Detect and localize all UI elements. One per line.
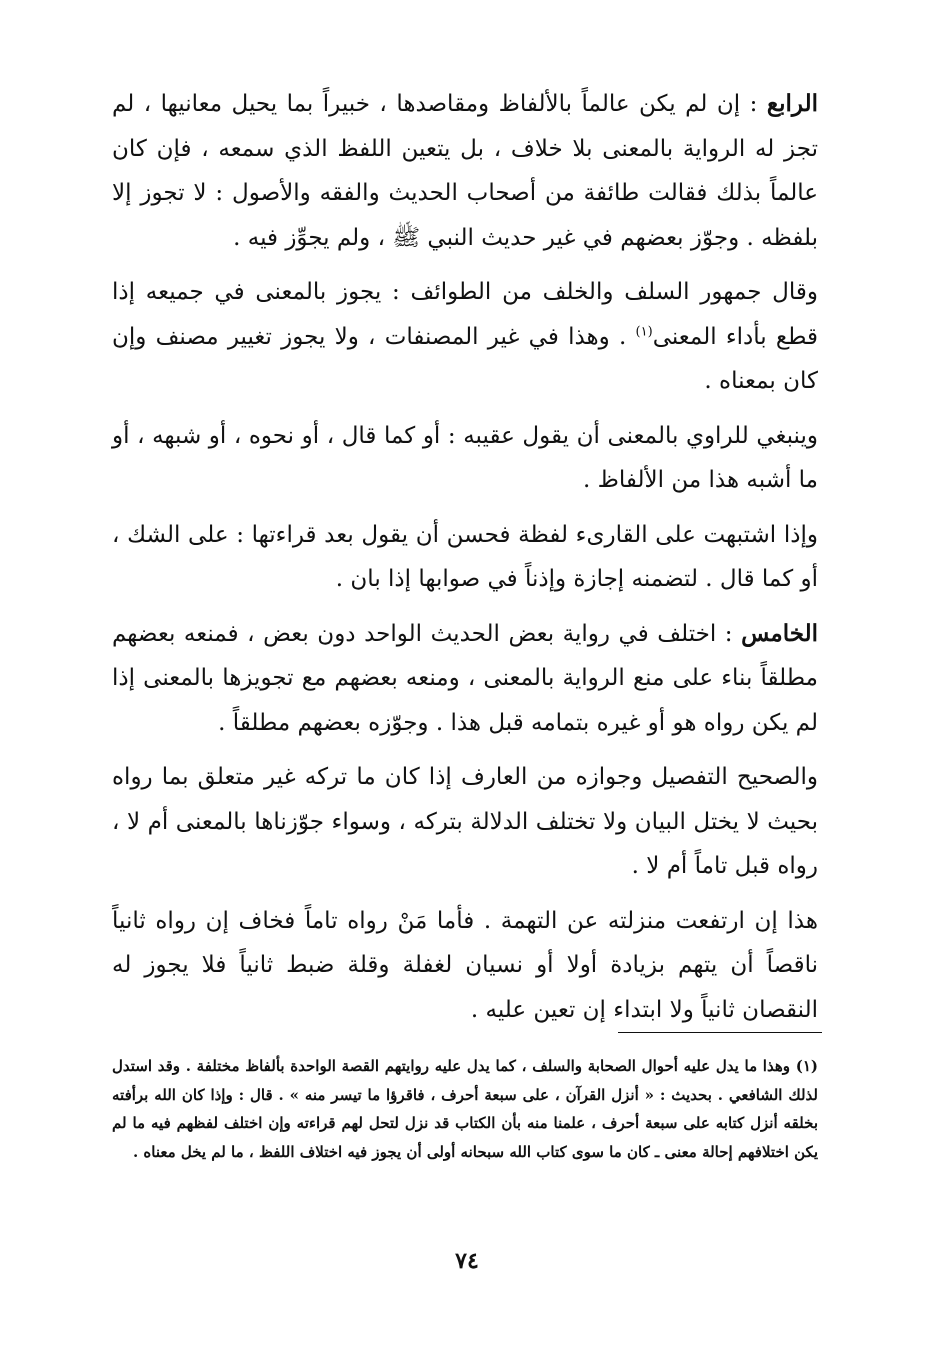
heading-fifth: الخامس bbox=[741, 619, 818, 647]
footnote bbox=[112, 1052, 818, 1166]
paragraph-text: : إن لم يكن عالماً بالألفاظ ومقاصدها ، خبيراً بما يحيل معانيها ، لم تجز له الرواية بالمعنى بلا خلاف ، بل يتعين اللفظ الذي سمعه ، فإن كان عالماً بذلك فقالت طائفة من أصحاب الحديث والفقه والأصول : لا تجوز إلا بلفظه . وجوّز بعضهم في غير حديث النبي ﷺ ، ولم يجوِّز فيه . bbox=[112, 91, 818, 251]
footnote-divider bbox=[618, 1032, 822, 1033]
footnote-reference[interactable]: (١) bbox=[635, 323, 653, 339]
paragraph-text: : اختلف في رواية بعض الحديث الواحد دون بعض ، فمنعه بعضهم مطلقاً بناء على منع الرواية بالمعنى ، ومنعه بعضهم مع تجويزها بالمعنى إذا لم يكن رواه هو أو غيره بتمامه قبل هذا . وجوّزه بعضهم مطلقاً . bbox=[112, 620, 818, 736]
paragraph-fourth bbox=[112, 82, 818, 260]
paragraph-correct-view bbox=[112, 755, 818, 889]
paragraph-text: وقال جمهور السلف والخلف من الطوائف : يجوز بالمعنى في جميعه إذا قطع بأداء المعنى bbox=[112, 279, 818, 350]
paragraph-reader bbox=[112, 513, 818, 602]
paragraph-text: وينبغي للراوي بالمعنى أن يقول عقيبه : أو كما قال ، أو نحوه ، أو شبهه ، أو ما أشبه هذا من الألفاظ . bbox=[112, 422, 818, 493]
paragraph-text: والصحيح التفصيل وجوازه من العارف إذا كان ما تركه غير متعلق بما رواه بحيث لا يختل البيان ولا تختلف الدلالة بتركه ، وسواء جوّزناها بالمعنى أم لا ، رواه قبل تاماً أم لا . bbox=[112, 764, 818, 879]
paragraph-text: . وهذا في غير المصنفات ، ولا يجوز تغيير مصنف وإن كان بمعناه . bbox=[112, 323, 818, 394]
page-number: ٧٤ bbox=[455, 1248, 479, 1274]
heading-fourth: الرابع bbox=[766, 90, 818, 117]
paragraph-text: هذا إن ارتفعت منزلته عن التهمة . فأما مَنْ رواه تاماً فخاف إن رواه ثانياً ناقصاً أن يتهم بزيادة أولا أو نسيان لغفلة وقلة ضبط ثانياً فلا يجوز له النقصان ثانياً ولا ابتداء إن تعين عليه . bbox=[112, 907, 818, 1023]
main-text bbox=[112, 82, 818, 1042]
footnote-text: وهذا ما يدل عليه أحوال الصحابة والسلف ، كما يدل عليه روايتهم القصة الواحدة بألفاظ مختلفة . وقد استدل لذلك الشافعي . بحديث : « أنزل القرآن ، على سبعة أحرف ، فاقرؤا ما تيسر منه » . قال : وإذا كان الله برأفته بخلقه أنزل كتابه على سبعة أحرف ، علمنا منه بأن الكتاب قد نزل لتحل لهم قراءته وإن اختلف لفظهم فيه ما لم يكن اختلافهم إحالة معنى ـ كان ما سوى كتاب الله سبحانه أولى أن يجوز فيه اختلاف اللفظ ، ما لم يخل معناه . bbox=[112, 1057, 818, 1161]
paragraph-accusation bbox=[112, 899, 818, 1033]
paragraph-text: وإذا اشتبهت على القارىء لفظة فحسن أن يقول بعد قراءتها : على الشك ، أو كما قال . لتضمنه إجازة وإذناً في صوابها إذا بان . bbox=[112, 521, 818, 592]
paragraph-narrator bbox=[112, 414, 818, 503]
paragraph-majority bbox=[112, 270, 818, 404]
paragraph-fifth bbox=[112, 612, 818, 746]
footnote-marker: (١) bbox=[795, 1057, 818, 1075]
